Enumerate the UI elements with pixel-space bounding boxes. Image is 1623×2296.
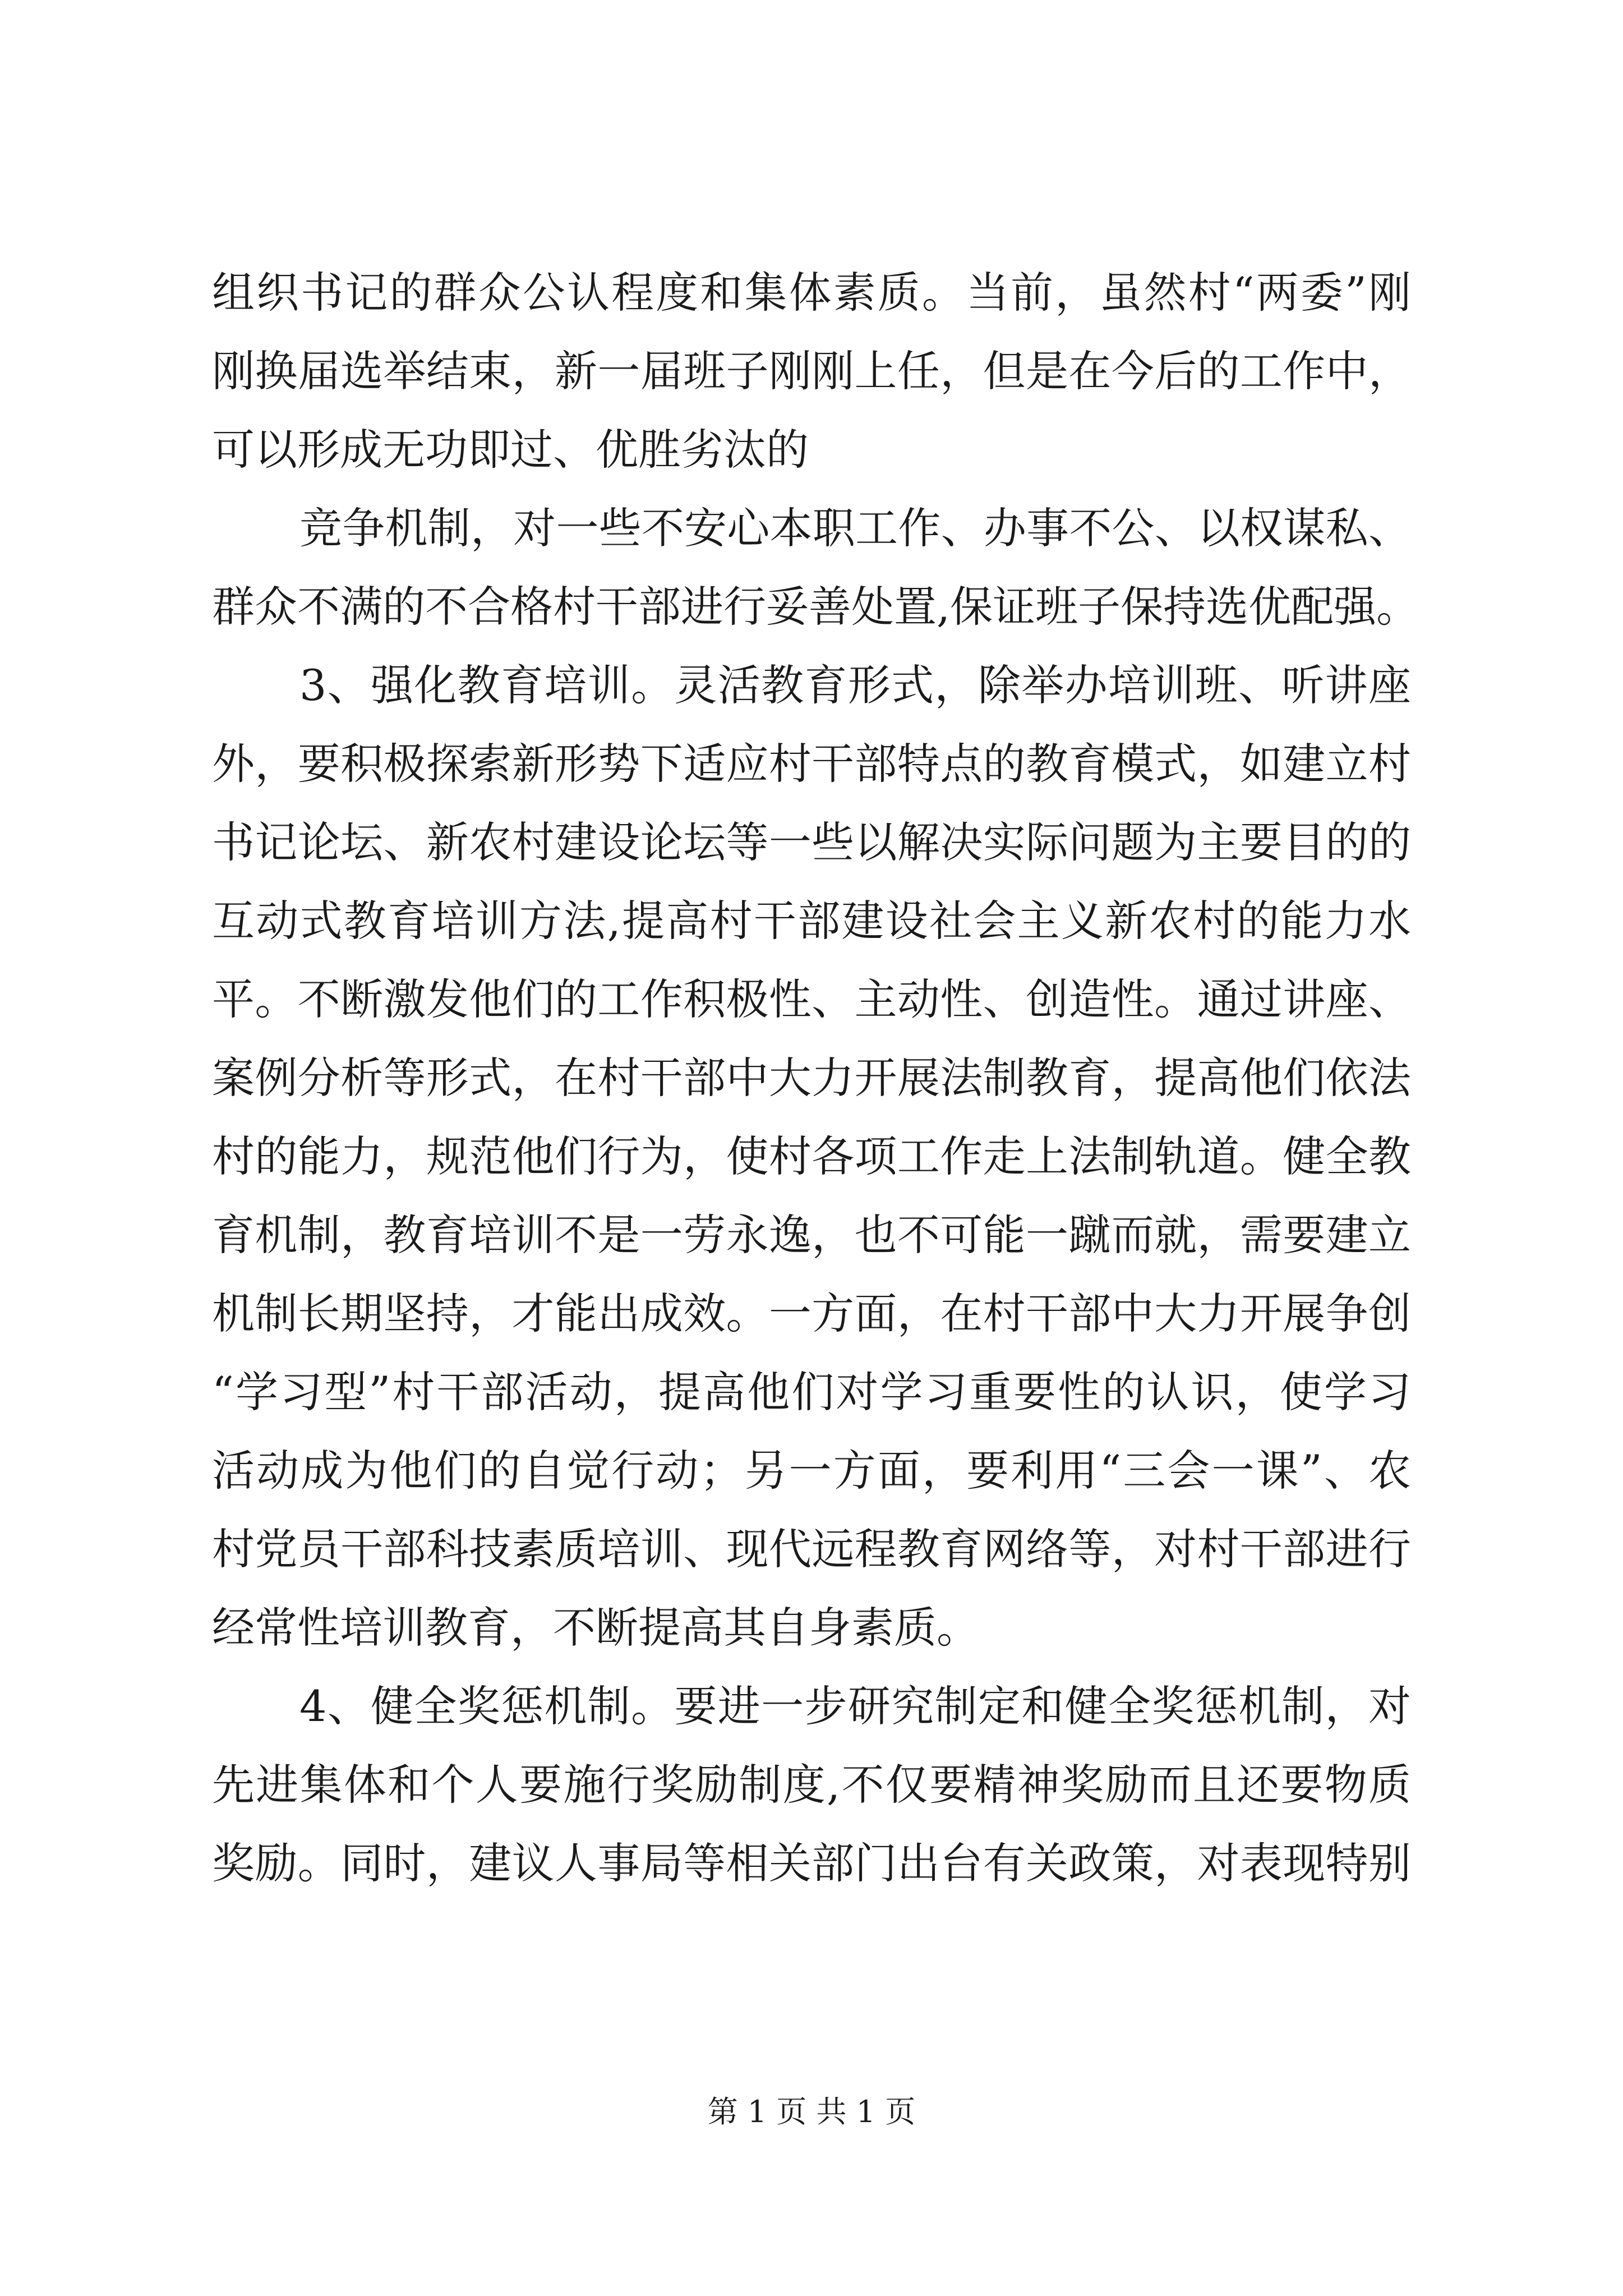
text-line: 村的能力，规范他们行为，使村各项工作走上法制轨道。健全教 [212, 1131, 1411, 1181]
text-line: 书记论坛、新农村建设论坛等一些以解决实际问题为主要目的的 [212, 817, 1411, 867]
text-line: 奖励。同时，建议人事局等相关部门出台有关政策，对表现特别 [212, 1838, 1411, 1888]
page-footer: 第 1 页 共 1 页 [707, 2094, 916, 2129]
text-line: 竞争机制，对一些不安心本职工作、办事不公、以权谋私、 [299, 503, 1411, 553]
text-line: 活动成为他们的自觉行动；另一方面，要利用“三会一课”、农 [212, 1446, 1411, 1496]
text-line: “学习型”村干部活动，提高他们对学习重要性的认识，使学习 [212, 1367, 1411, 1417]
text-line: 4、健全奖惩机制。要进一步研究制定和健全奖惩机制，对 [299, 1681, 1411, 1731]
text-line: 育机制，教育培训不是一劳永逸，也不可能一蹴而就，需要建立 [212, 1210, 1411, 1260]
text-line: 可以形成无功即过、优胜劣汰的 [212, 425, 809, 475]
text-line: 村党员干部科技素质培训、现代远程教育网络等，对村干部进行 [212, 1524, 1411, 1574]
text-line: 刚换届选举结束，新一届班子刚刚上任，但是在今后的工作中， [212, 346, 1411, 396]
text-line: 经常性培训教育，不断提高其自身素质。 [212, 1603, 979, 1653]
text-line: 互动式教育培训方法,提高村干部建设社会主义新农村的能力水 [212, 896, 1411, 946]
text-line: 群众不满的不合格村干部进行妥善处置,保证班子保持选优配强。 [212, 582, 1419, 632]
document-body [212, 254, 1419, 1903]
text-line: 组织书记的群众公认程度和集体素质。当前，虽然村“两委”刚 [212, 268, 1411, 318]
text-line: 先进集体和个人要施行奖励制度,不仅要精神奖励而且还要物质 [212, 1760, 1411, 1810]
text-line: 3、强化教育培训。灵活教育形式，除举办培训班、听讲座 [299, 660, 1411, 710]
text-line: 机制长期坚持，才能出成效。一方面，在村干部中大力开展争创 [212, 1289, 1411, 1338]
text-line: 外，要积极探索新形势下适应村干部特点的教育模式，如建立村 [212, 739, 1411, 789]
text-line: 案例分析等形式，在村干部中大力开展法制教育，提高他们依法 [212, 1053, 1411, 1103]
text-line: 平。不断激发他们的工作积极性、主动性、创造性。通过讲座、 [212, 974, 1411, 1024]
